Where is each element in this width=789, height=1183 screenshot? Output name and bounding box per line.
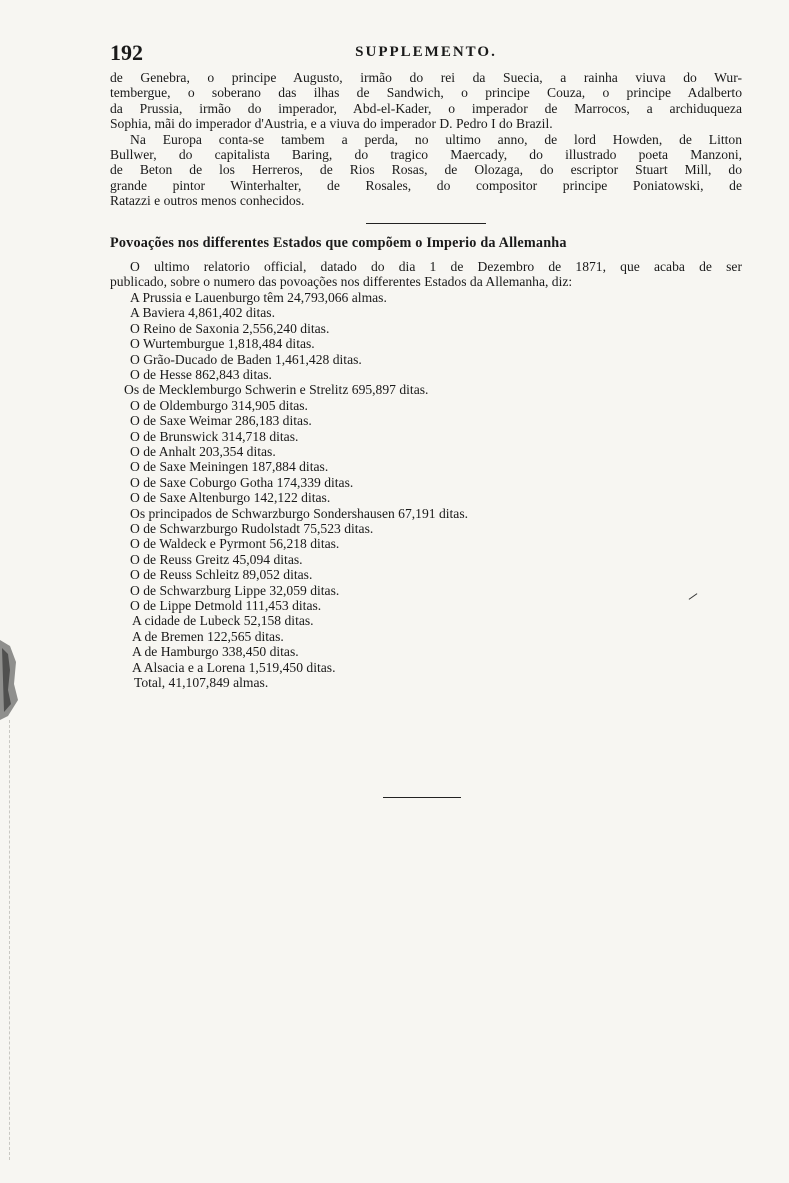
list-item: O de Reuss Greitz 45,094 ditas. <box>130 551 303 567</box>
text-line: Ratazzi e outros menos conhecidos. <box>110 193 305 209</box>
list-item: O de Oldemburgo 314,905 ditas. <box>130 397 308 413</box>
list-item: O de Anhalt 203,354 ditas. <box>130 443 276 459</box>
page-header <box>110 40 742 66</box>
list-item: O de Saxe Meiningen 187,884 ditas. <box>130 459 329 475</box>
text-line: publicado, sobre o numero das povoações nos differentes Estados da Allemanha, diz: <box>110 274 573 290</box>
body-text <box>110 70 742 690</box>
text-line: Na Europa conta-se tambem a perda, no ultimo anno, de lord Howden, de Litton <box>130 131 742 147</box>
list-item: O de Schwarzburg Lippe 32,059 ditas. <box>130 582 340 598</box>
list-item: Os principados de Schwarzburgo Sondershausen 67,191 ditas. <box>130 505 469 521</box>
paragraph-europe-deaths <box>110 132 742 209</box>
list-item: A Baviera 4,861,402 ditas. <box>130 305 275 321</box>
list-item-total: Total, 41,107,849 almas. <box>134 675 269 691</box>
running-head: SUPPLEMENTO. <box>355 44 497 60</box>
population-list <box>110 290 742 691</box>
list-item: O de Lippe Detmold 111,453 ditas. <box>130 598 322 613</box>
text-line: da Prussia, irmão do imperador, Abd-el-Kader, o imperador de Marrocos, a archiduqueza <box>110 100 742 116</box>
list-item: A Prussia e Lauenburgo têm 24,793,066 almas. <box>130 289 387 305</box>
binding-edge-shadow <box>0 640 24 720</box>
end-divider <box>383 797 461 798</box>
text-line: Sophia, mãi do imperador d'Austria, e a viuva do imperador D. Pedro I do Brazil. <box>110 116 553 132</box>
section-intro <box>110 259 742 290</box>
text-line: Bullwer, do capitalista Baring, do tragico Maercady, do illustrado poeta Manzoni, <box>110 147 742 163</box>
list-item: O Grão-Ducado de Baden 1,461,428 ditas. <box>130 351 362 367</box>
paragraph-deaths-notables <box>110 70 742 132</box>
list-item: Os de Mecklemburgo Schwerin e Strelitz 695,897 ditas. <box>124 382 429 398</box>
list-item: O de Waldeck e Pyrmont 56,218 ditas. <box>130 536 340 552</box>
scan-artifact-line <box>9 720 10 1160</box>
list-item: A cidade de Lubeck 52,158 ditas. <box>132 613 314 629</box>
list-item: O de Reuss Schleitz 89,052 ditas. <box>130 567 313 583</box>
text-line: de Genebra, o principe Augusto, irmão do rei da Suecia, a rainha viuva do Wur- <box>110 70 742 85</box>
list-item: O de Saxe Weimar 286,183 ditas. <box>130 413 312 429</box>
list-item: O de Saxe Altenburgo 142,122 ditas. <box>130 490 331 506</box>
page-number: 192 <box>110 40 143 65</box>
text-line: grande pintor Winterhalter, de Rosales, do compositor principe Poniatowski, de <box>110 177 742 193</box>
list-item: A de Bremen 122,565 ditas. <box>132 628 284 644</box>
list-item: A Alsacia e a Lorena 1,519,450 ditas. <box>132 659 336 675</box>
text-line: de Beton de los Herreros, de Rios Rosas, de Olozaga, do escriptor Stuart Mill, do <box>110 162 742 178</box>
text-line: O ultimo relatorio official, datado do dia 1 de Dezembro de 1871, que acaba de ser <box>130 259 742 275</box>
section-title: Povoações nos differentes Estados que compõem o Imperio da Allemanha <box>110 234 567 251</box>
section-divider <box>366 223 486 224</box>
list-item: A de Hamburgo 338,450 ditas. <box>132 644 299 660</box>
list-item: O de Schwarzburgo Rudolstadt 75,523 ditas. <box>130 520 374 536</box>
list-item: O de Hesse 862,843 ditas. <box>130 366 272 382</box>
list-item: O de Saxe Coburgo Gotha 174,339 ditas. <box>130 474 354 490</box>
list-item: O Reino de Saxonia 2,556,240 ditas. <box>130 320 330 336</box>
list-item: O de Brunswick 314,718 ditas. <box>130 428 299 444</box>
list-item: O Wurtemburgue 1,818,484 ditas. <box>130 336 315 352</box>
text-line: tembergue, o soberano das ilhas de Sandwich, o principe Couza, o principe Adalberto <box>110 85 742 101</box>
